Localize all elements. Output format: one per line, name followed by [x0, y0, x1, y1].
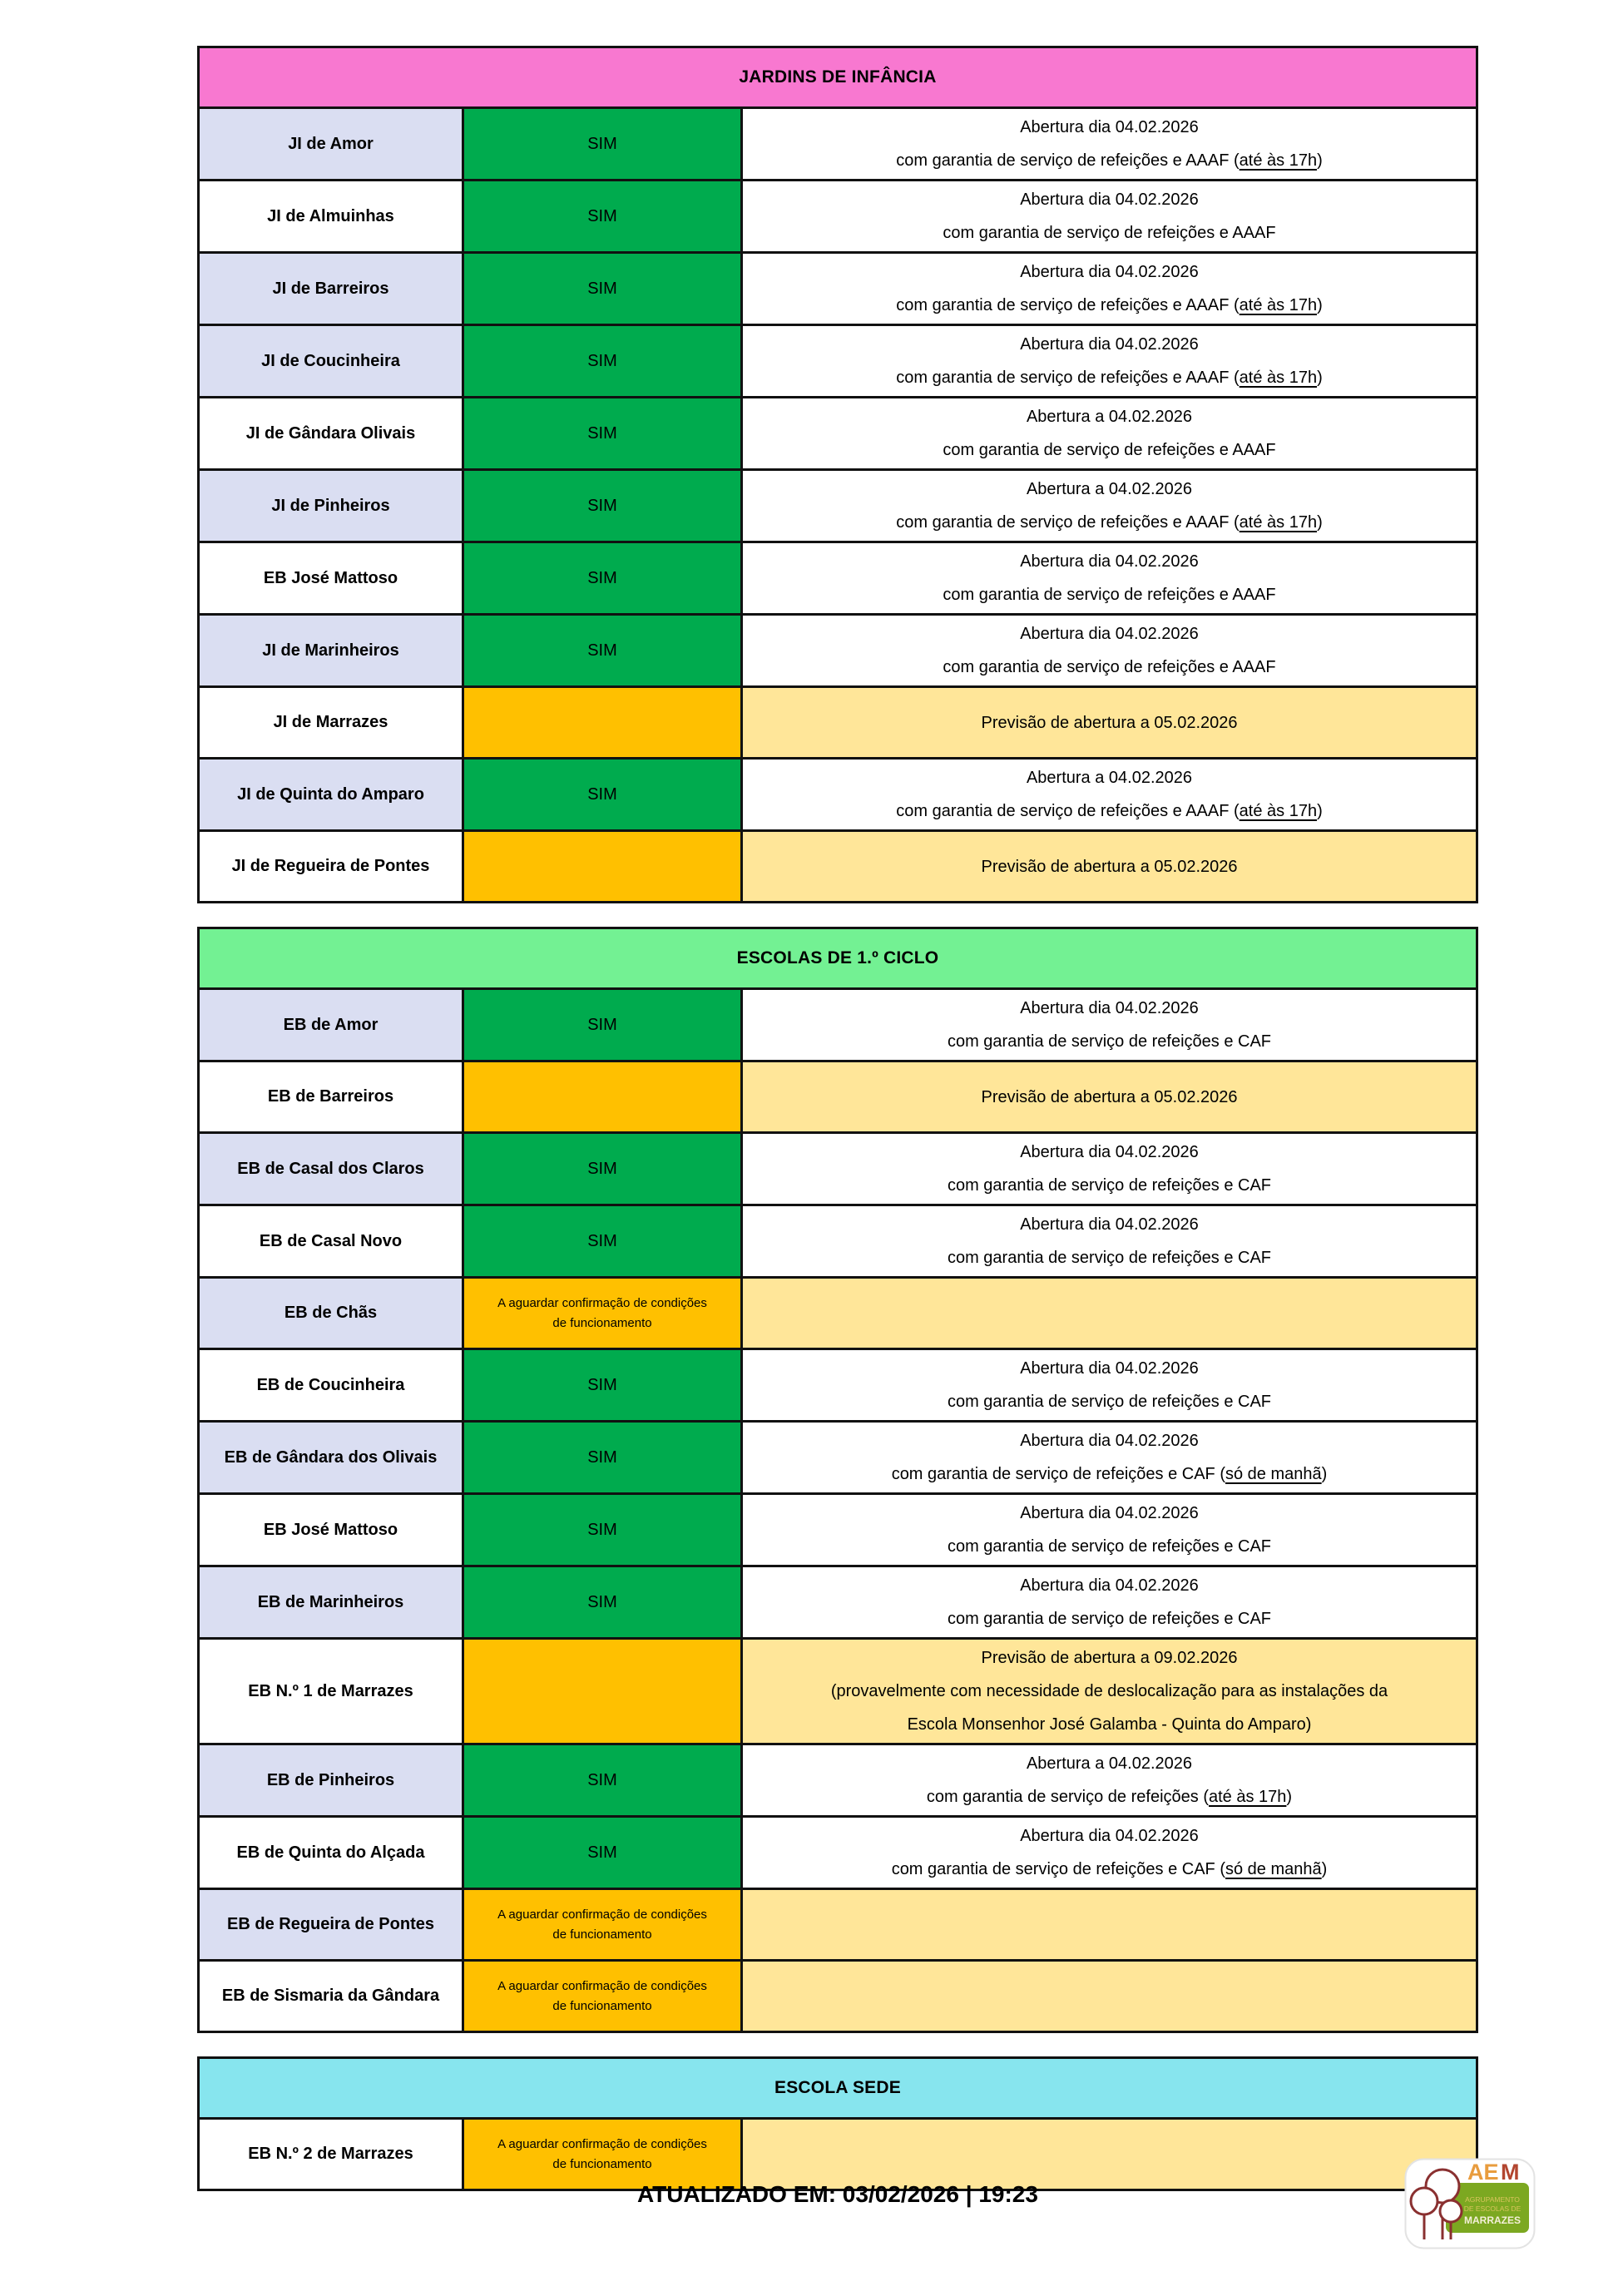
table-row — [199, 1349, 1477, 1422]
status-cell: SIM — [463, 1422, 742, 1494]
school-name-cell: EB de Chãs — [199, 1278, 463, 1349]
detail-cell — [742, 1133, 1477, 1205]
status-cell: SIM — [463, 1744, 742, 1817]
table-row — [199, 831, 1477, 903]
school-name-cell: EB de Barreiros — [199, 1061, 463, 1133]
school-name-cell: EB de Amor — [199, 989, 463, 1061]
section-table-2 — [197, 927, 1478, 2033]
school-name-cell: JI de Amor — [199, 108, 463, 181]
detail-cell — [742, 398, 1477, 470]
detail-line: Abertura a 04.02.2026 — [1026, 408, 1193, 426]
detail-line: Abertura dia 04.02.2026 — [1020, 1143, 1199, 1161]
detail-line: com garantia de serviço de refeições e CAF — [947, 1032, 1272, 1051]
school-name-cell: EB José Mattoso — [199, 542, 463, 615]
table-row — [199, 1961, 1477, 2032]
status-cell: SIM — [463, 470, 742, 542]
detail-line: Abertura dia 04.02.2026 — [1020, 1359, 1199, 1378]
table-row — [199, 1566, 1477, 1639]
detail-line: Previsão de abertura a 05.02.2026 — [981, 857, 1238, 876]
detail-cell — [742, 2119, 1477, 2190]
table-row — [199, 542, 1477, 615]
detail-line: com garantia de serviço de refeições e AAAF (até às 17h) — [896, 296, 1323, 314]
detail-line: Abertura dia 04.02.2026 — [1020, 335, 1199, 354]
logo-acronym-m: M — [1501, 2160, 1520, 2185]
status-cell: SIM — [463, 253, 742, 325]
detail-line: Abertura dia 04.02.2026 — [1020, 1215, 1199, 1234]
school-name-cell: EB de Casal Novo — [199, 1205, 463, 1278]
school-name-cell: JI de Marinheiros — [199, 615, 463, 687]
section-title: ESCOLAS DE 1.º CICLO — [199, 928, 1477, 989]
detail-cell — [742, 1817, 1477, 1889]
status-cell: SIM — [463, 542, 742, 615]
table-row — [199, 759, 1477, 831]
section-header-row — [199, 47, 1477, 108]
detail-cell — [742, 253, 1477, 325]
status-cell: SIM — [463, 325, 742, 398]
detail-line: com garantia de serviço de refeições e CAF — [947, 1610, 1272, 1628]
school-name-cell: EB de Casal dos Claros — [199, 1133, 463, 1205]
school-name-cell: EB de Quinta do Alçada — [199, 1817, 463, 1889]
school-name-cell: JI de Coucinheira — [199, 325, 463, 398]
status-cell: SIM — [463, 1133, 742, 1205]
status-cell: A aguardar confirmação de condições de funcionamento — [463, 1889, 742, 1961]
detail-line: Abertura a 04.02.2026 — [1026, 769, 1193, 787]
detail-line: Abertura dia 04.02.2026 — [1020, 1827, 1199, 1845]
school-name-cell: EB de Regueira de Pontes — [199, 1889, 463, 1961]
school-name-cell: JI de Almuinhas — [199, 181, 463, 253]
section-table-1 — [197, 46, 1478, 903]
status-cell: SIM — [463, 1817, 742, 1889]
section-table-3 — [197, 2056, 1478, 2191]
status-cell — [463, 1639, 742, 1744]
detail-line: Abertura dia 04.02.2026 — [1020, 1576, 1199, 1595]
table-row — [199, 253, 1477, 325]
table-row — [199, 325, 1477, 398]
school-name-cell: JI de Marrazes — [199, 687, 463, 759]
table-row — [199, 1744, 1477, 1817]
detail-cell — [742, 1422, 1477, 1494]
table-row — [199, 1494, 1477, 1566]
aem-logo — [1404, 2158, 1539, 2253]
detail-cell — [742, 1961, 1477, 2032]
logo-org-line2: DE ESCOLAS DE — [1463, 2204, 1522, 2213]
detail-line: Abertura a 04.02.2026 — [1026, 480, 1193, 498]
detail-cell — [742, 1639, 1477, 1744]
detail-line: Abertura dia 04.02.2026 — [1020, 1504, 1199, 1522]
status-cell — [463, 687, 742, 759]
status-cell: SIM — [463, 1349, 742, 1422]
detail-line: com garantia de serviço de refeições e CAF (só de manhã) — [891, 1465, 1328, 1483]
detail-line: com garantia de serviço de refeições (até às 17h) — [926, 1788, 1293, 1806]
detail-cell — [742, 831, 1477, 903]
school-name-cell: JI de Barreiros — [199, 253, 463, 325]
detail-line: Previsão de abertura a 05.02.2026 — [981, 1087, 1238, 1106]
status-cell: SIM — [463, 181, 742, 253]
detail-cell — [742, 1205, 1477, 1278]
detail-line: com garantia de serviço de refeições e CAF — [947, 1393, 1272, 1411]
detail-cell — [742, 108, 1477, 181]
school-name-cell: JI de Quinta do Amparo — [199, 759, 463, 831]
status-cell: A aguardar confirmação de condições de funcionamento — [463, 1961, 742, 2032]
table-row — [199, 1639, 1477, 1744]
detail-cell — [742, 470, 1477, 542]
table-row — [199, 1205, 1477, 1278]
table-row — [199, 2119, 1477, 2190]
table-row — [199, 1133, 1477, 1205]
school-name-cell: EB de Marinheiros — [199, 1566, 463, 1639]
aem-logo-graphic — [1404, 2158, 1539, 2253]
detail-cell — [742, 1566, 1477, 1639]
table-row — [199, 181, 1477, 253]
table-row — [199, 398, 1477, 470]
detail-cell — [742, 615, 1477, 687]
detail-cell — [742, 1494, 1477, 1566]
status-cell: SIM — [463, 1205, 742, 1278]
detail-line: com garantia de serviço de refeições e CAF — [947, 1249, 1272, 1267]
section-header-row — [199, 2058, 1477, 2119]
detail-cell — [742, 687, 1477, 759]
table-row — [199, 108, 1477, 181]
table-row — [199, 1889, 1477, 1961]
detail-line: com garantia de serviço de refeições e AAAF (até às 17h) — [896, 151, 1323, 170]
section-header-row — [199, 928, 1477, 989]
detail-line: com garantia de serviço de refeições e CAF (só de manhã) — [891, 1860, 1328, 1878]
logo-acronym-ae: AE — [1467, 2160, 1499, 2185]
status-cell — [463, 831, 742, 903]
table-row — [199, 1422, 1477, 1494]
detail-line: Previsão de abertura a 05.02.2026 — [981, 713, 1238, 732]
status-cell: SIM — [463, 108, 742, 181]
detail-line: Abertura dia 04.02.2026 — [1020, 625, 1199, 643]
detail-line: com garantia de serviço de refeições e AAAF (até às 17h) — [896, 369, 1323, 387]
detail-line: Abertura dia 04.02.2026 — [1020, 999, 1199, 1017]
status-cell — [463, 1061, 742, 1133]
detail-cell — [742, 759, 1477, 831]
table-row — [199, 470, 1477, 542]
detail-cell — [742, 1889, 1477, 1961]
detail-line: com garantia de serviço de refeições e CAF — [947, 1537, 1272, 1556]
detail-cell — [742, 989, 1477, 1061]
school-name-cell: EB de Pinheiros — [199, 1744, 463, 1817]
school-name-cell: EB de Sismaria da Gândara — [199, 1961, 463, 2032]
detail-cell — [742, 542, 1477, 615]
detail-line: Previsão de abertura a 09.02.2026 — [981, 1649, 1238, 1667]
table-row — [199, 1817, 1477, 1889]
detail-line: Escola Monsenhor José Galamba - Quinta do Amparo) — [907, 1715, 1312, 1734]
school-name-cell: EB José Mattoso — [199, 1494, 463, 1566]
detail-cell — [742, 1061, 1477, 1133]
section-title: JARDINS DE INFÂNCIA — [199, 47, 1477, 108]
status-cell: SIM — [463, 759, 742, 831]
status-cell: SIM — [463, 1494, 742, 1566]
detail-cell — [742, 181, 1477, 253]
detail-line: Abertura dia 04.02.2026 — [1020, 118, 1199, 136]
school-name-cell: JI de Regueira de Pontes — [199, 831, 463, 903]
table-row — [199, 1278, 1477, 1349]
detail-line: Abertura a 04.02.2026 — [1026, 1754, 1193, 1773]
detail-cell — [742, 1349, 1477, 1422]
status-cell: SIM — [463, 1566, 742, 1639]
detail-line: com garantia de serviço de refeições e AAAF — [943, 586, 1276, 604]
detail-line: com garantia de serviço de refeições e AAAF — [943, 224, 1276, 242]
table-row — [199, 989, 1477, 1061]
table-row — [199, 687, 1477, 759]
status-cell: A aguardar confirmação de condições de funcionamento — [463, 1278, 742, 1349]
detail-line: com garantia de serviço de refeições e AAAF (até às 17h) — [896, 802, 1323, 820]
school-name-cell: JI de Gândara Olivais — [199, 398, 463, 470]
logo-org-line1: AGRUPAMENTO — [1465, 2195, 1520, 2204]
table-row — [199, 1061, 1477, 1133]
detail-line: com garantia de serviço de refeições e CAF — [947, 1176, 1272, 1195]
section-title: ESCOLA SEDE — [199, 2058, 1477, 2119]
detail-line: com garantia de serviço de refeições e AAAF (até às 17h) — [896, 513, 1323, 532]
detail-line: Abertura dia 04.02.2026 — [1020, 263, 1199, 281]
school-name-cell: EB de Gândara dos Olivais — [199, 1422, 463, 1494]
detail-line: Abertura dia 04.02.2026 — [1020, 191, 1199, 209]
detail-line: com garantia de serviço de refeições e AAAF — [943, 658, 1276, 676]
school-name-cell: JI de Pinheiros — [199, 470, 463, 542]
status-cell: SIM — [463, 989, 742, 1061]
detail-line: com garantia de serviço de refeições e AAAF — [943, 441, 1276, 459]
school-name-cell: EB de Coucinheira — [199, 1349, 463, 1422]
status-cell: SIM — [463, 615, 742, 687]
status-cell: SIM — [463, 398, 742, 470]
school-name-cell: EB N.º 1 de Marrazes — [199, 1639, 463, 1744]
school-status-tables — [197, 46, 1478, 2191]
table-row — [199, 615, 1477, 687]
detail-cell — [742, 325, 1477, 398]
detail-line: Abertura dia 04.02.2026 — [1020, 1432, 1199, 1450]
status-cell: A aguardar confirmação de condições de funcionamento — [463, 2119, 742, 2190]
detail-cell — [742, 1744, 1477, 1817]
detail-cell — [742, 1278, 1477, 1349]
detail-line: (provavelmente com necessidade de deslocalização para as instalações da — [830, 1682, 1388, 1700]
updated-timestamp: ATUALIZADO EM: 03/02/2026 | 19:23 — [637, 2181, 1038, 2207]
detail-line: Abertura dia 04.02.2026 — [1020, 552, 1199, 571]
logo-org-line3: MARRAZES — [1464, 2214, 1521, 2226]
school-name-cell: EB N.º 2 de Marrazes — [199, 2119, 463, 2190]
